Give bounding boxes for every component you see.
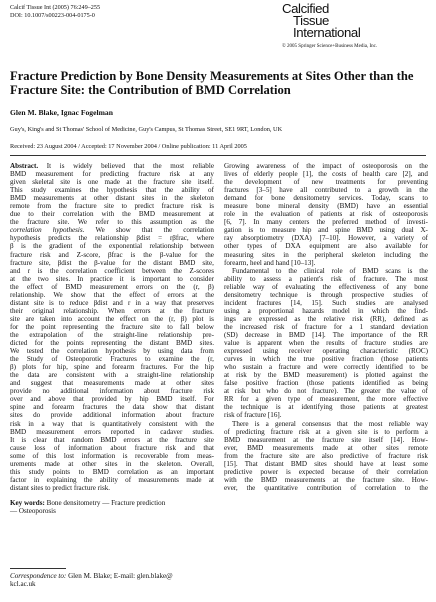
correspondence-footnote: [10, 572, 214, 588]
abstract-line: dicted for the points representing the distant BMD sites.: [10, 339, 214, 348]
body-line: from the fracture site are also predictive of fracture risk: [224, 451, 428, 460]
abstract-line: site are taken into account the effect on the (r, β) plot is: [10, 314, 214, 323]
abstract-line: over and above that provided by hip BMD itself. For: [10, 395, 214, 404]
body-line: Fundamental to the clinical role of BMD scans is the: [232, 266, 428, 275]
abstract-line: It is clear that random BMD errors at the fracture site: [10, 435, 214, 444]
body-line: reliable way of evaluating the effectiveness of any bone: [224, 282, 428, 291]
abstract-line: relationship. We show that the effect of errors at the: [10, 290, 214, 299]
abstract-line: some of this lost information is recoverable from meas-: [10, 451, 214, 460]
body-line: ings are expressed as the relative risk (RR), defined as: [224, 314, 428, 323]
body-line: gation is to measure hip and spine BMD using dual X-: [224, 226, 428, 235]
body-line: ray absorptiometry (DXA) [7–10]. However, a variety of: [224, 234, 428, 243]
body-line: fractures [3–5] have all contributed to a growth in the: [224, 186, 428, 195]
header-divider: [10, 155, 426, 156]
keywords-line-2: — Osteoporosis: [10, 506, 56, 515]
abstract-line: their original relationship. When errors at the fracture: [10, 306, 214, 315]
abstract-line: the effect of BMD measurement errors on the (r, β): [10, 282, 214, 291]
body-line: with the BMD measurements at the fracture site. How-: [224, 475, 428, 484]
abstract-line: Abstract. It is widely believed that the most reliable: [10, 162, 214, 170]
body-line: using a proportional hazards model in which the find-: [224, 306, 428, 315]
body-line: measuring sites in the peripheral skeleton including the: [224, 250, 428, 259]
body-line: [6, 7]. In many centers the preferred method of investi-: [224, 218, 428, 227]
masthead-citation: Calcif Tissue Int (2005) 76:249–255: [10, 4, 101, 11]
body-line: Growing awareness of the impact of osteoporosis on the: [224, 162, 428, 170]
abstract-line: BMD measurements at other distant sites in the skeleton: [10, 194, 214, 203]
body-line: the increased risk of fracture for a 1 standard deviation: [224, 322, 428, 331]
body-line: There is a general consensus that the most reliable way: [232, 419, 428, 428]
abstract-line: fracture risk and Z-score, βfrac is the β-value for the: [10, 250, 214, 259]
abstract-line: correlation hypothesis. We show that the correlation: [10, 226, 214, 235]
body-line: false positive fraction (those patients identified as being: [224, 379, 428, 388]
abstract-line: β) plots for hip, spine and forearm fractures. For the hip: [10, 363, 214, 372]
keywords-line: [10, 499, 214, 507]
body-line: at risk by the BMD measurement) is plotted against the: [224, 371, 428, 380]
abstract-line: β is the gradient of the exponential relationship between: [10, 242, 214, 251]
body-line: forearm, heel and hand [10–13].: [224, 258, 316, 267]
abstract-line: spine and forearm fractures the data show that distant: [10, 403, 214, 412]
abstract-line: this study points to BMD correlation as an important: [10, 467, 214, 476]
body-line: (SD) decrease in BMD [14]. The importance of the RR: [224, 330, 428, 339]
abstract-line: hypothesis predicts the relationship βdist = rβfrac, where: [10, 234, 214, 243]
body-line: curves in which the true positive fraction (those patients: [224, 355, 428, 364]
keywords-text: Bone densitometry — Fracture prediction: [46, 498, 166, 507]
abstract: [10, 162, 214, 492]
body-line: ever, BMD measurements made at other sites remote: [224, 443, 428, 452]
abstract-line: given skeletal site is one made at the fracture site itself.: [10, 178, 214, 187]
author-list: Glen M. Blake, Ignac Fogelman: [10, 108, 113, 117]
left-column: [10, 162, 214, 515]
abstract-line: and r is the correlation coefficient between the Z-scores: [10, 266, 214, 275]
correspondence-text: Glen M. Blake; E-mail: glen.blake@: [68, 572, 173, 580]
abstract-line: distant sites to predict fracture risk.: [10, 483, 111, 492]
abstract-line: risk in a way that is quantitatively consistent with the: [10, 419, 214, 428]
footnote-divider: [10, 568, 66, 569]
body-line: demand for bone densitometry services. Today, scans to: [224, 194, 428, 203]
body-line: the development of new treatments for preventing: [224, 178, 428, 187]
journal-logo: [282, 1, 426, 49]
body-line: role in the evaluation of patients at risk of osteoporosis: [224, 210, 428, 219]
publication-dates: Received: 23 August 2004 / Accepted: 17 November 2004 / Online publication: 11 April 2005: [10, 143, 247, 150]
correspondence-email-end: kcl.ac.uk: [10, 580, 36, 589]
body-line: risk of fracture [16].: [224, 411, 282, 420]
abstract-line: for the point representing the fracture site to fall below: [10, 322, 214, 331]
body-line: incident fractures [14, 15]. Such studies are analysed: [224, 298, 428, 307]
abstract-line: provide no additional information about fracture risk: [10, 387, 214, 396]
body-line: [15]. That distant BMD sites should have at least some: [224, 459, 428, 468]
body-line: at risk but who do not fracture). The greater the value of: [224, 387, 428, 396]
abstract-line: due to their correlation with the BMD measurement at: [10, 210, 214, 219]
body-line: the technique is at identifying those patients at greatest: [224, 403, 428, 412]
correspondence-label: Correspondence to:: [10, 572, 67, 580]
abstract-line: sites do provide additional information about fracture: [10, 411, 214, 420]
abstract-line: cause loss of information about fracture risk and that: [10, 443, 214, 452]
abstract-line: the Study of Osteoporotic Fractures to examine the (r,: [10, 355, 214, 364]
body-line: measure bone mineral density (BMD) have an essential: [224, 202, 428, 211]
body-line: densitometry technique is through prospective studies of: [224, 290, 428, 299]
abstract-line: This study examines the hypothesis that the ability of: [10, 186, 214, 195]
abstract-line: BMD measurement errors reported in cadaver studies.: [10, 427, 214, 436]
logo-word-tissue: Tissue: [293, 13, 329, 28]
abstract-line: the data are consistent with a straight-line relationship: [10, 371, 214, 380]
abstract-line: We tested the correlation hypothesis by using data from: [10, 347, 214, 356]
body-line: value is apparent when the results of fracture studies are: [224, 339, 428, 348]
body-line: of predicting fracture risk at a given site is to perform a: [224, 427, 428, 436]
body-line: expressed using receiver operating characteristic (ROC): [224, 347, 428, 356]
logo-word-international: International: [293, 25, 361, 40]
abstract-line: BMD measurement for predicting fracture risk at any: [10, 170, 214, 179]
body-line: predictive power is expected because of their correlation: [224, 467, 428, 476]
body-line: other types of DXA equipment are also available for: [224, 242, 428, 251]
article-title: Fracture Prediction by Bone Density Measurements at Sites Other than the Fracture Site: the Contribution of BMD Correlation: [10, 69, 414, 97]
abstract-line: urements made at other sites in the skeleton. Overall,: [10, 459, 214, 468]
masthead-doi: DOI: 10.1007/s00223-004-0175-0: [10, 11, 95, 19]
body-line: ever, the quantitative contribution of correlation to the: [224, 483, 428, 492]
abstract-line: remote from the fracture site to predict fracture risk is: [10, 202, 214, 211]
body-line: who sustain a fracture and were correctly identified to be: [224, 363, 428, 372]
body-line: ability to assess a patient's risk of fracture. The most: [224, 274, 428, 283]
abstract-line: fracture site, βdist the β-value for the distant BMD site,: [10, 258, 214, 267]
copyright-notice: © 2005 Springer Science+Business Media, Inc.: [282, 44, 378, 49]
abstract-line: factor in explaining the ability of measurements made at: [10, 475, 214, 484]
right-column: [224, 162, 428, 492]
body-line: RR for a given type of measurement, the more effective: [224, 395, 428, 404]
keywords-label: Key words:: [10, 498, 45, 507]
abstract-line: the fracture site. We refer to this assumption as the: [10, 218, 214, 227]
abstract-line: at the two sites. In practice it is important to consider: [10, 274, 214, 283]
introduction-text: [224, 162, 428, 492]
affiliation: Guy's, King's and St Thomas' School of Medicine, Guy's Campus, St Thomas Street, SE1 9RT, London, UK: [10, 126, 283, 133]
abstract-line: and suggest that measurements made at other sites: [10, 379, 214, 388]
logo-word-calcified: Calcified: [282, 1, 329, 16]
abstract-line: the extrapolation of the straight-line relationship pre-: [10, 330, 214, 339]
body-line: lives of elderly people [1], the costs of health care [2], and: [224, 170, 428, 179]
body-line: BMD measurement at the fracture site itself [14]. How-: [224, 435, 428, 444]
abstract-line: distant site is to reduce βdist and r in a way that preserves: [10, 298, 214, 307]
